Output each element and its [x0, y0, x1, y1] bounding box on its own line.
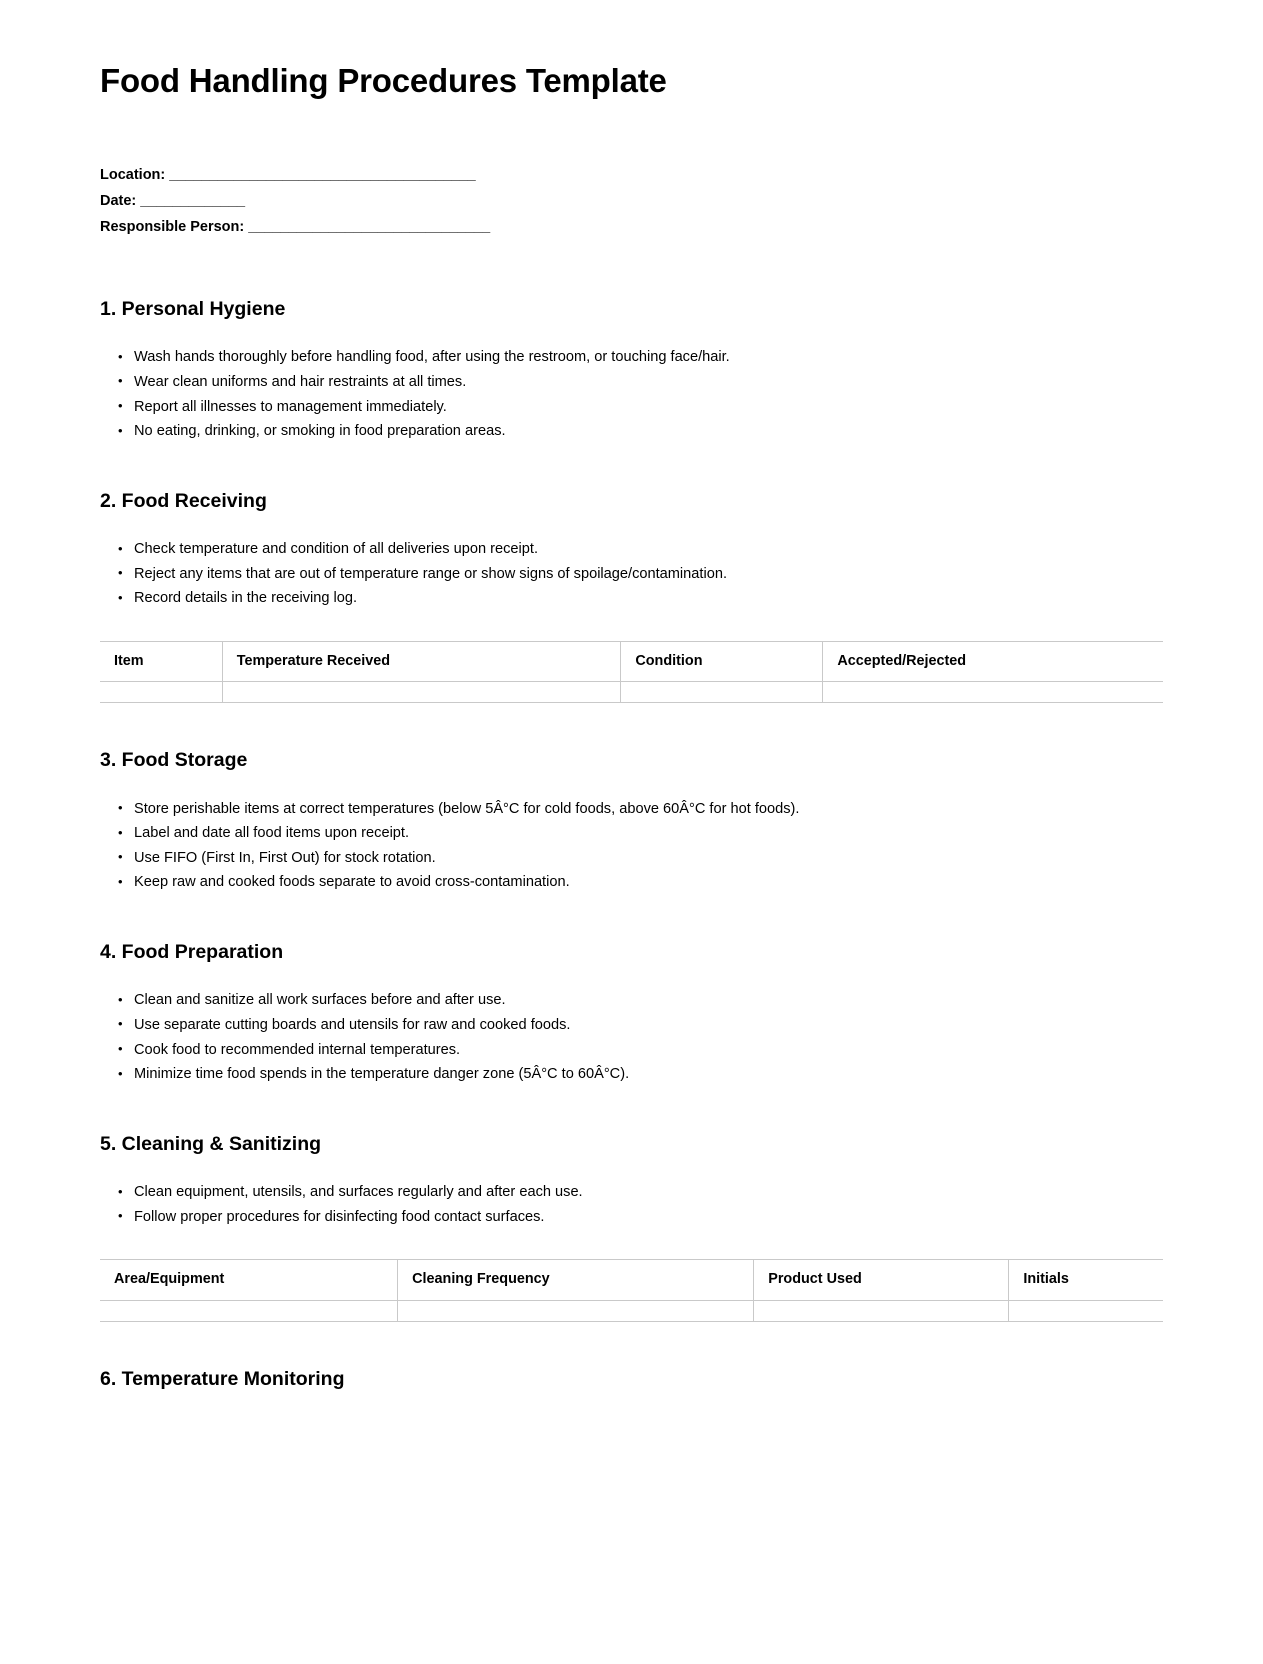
- responsible-person-field: Responsible Person: ______________________________: [100, 218, 491, 235]
- column-header-condition: Condition: [621, 641, 823, 681]
- column-header-initials: Initials: [1009, 1260, 1163, 1300]
- list-item: • Wear clean uniforms and hair restraints at all times.: [134, 370, 1163, 395]
- date-field: Date: _____________: [100, 192, 246, 209]
- section-heading: 5. Cleaning & Sanitizing: [100, 1132, 322, 1155]
- section-heading: 2. Food Receiving: [100, 489, 267, 512]
- section-food-storage: [100, 749, 1163, 895]
- section-bullet-list: [100, 537, 1163, 611]
- list-item: • Store perishable items at correct temperatures (below 5Â°C for cold foods, above 60Â°C for hot foods).: [134, 797, 1163, 822]
- column-header-temperature-received: Temperature Received: [222, 641, 621, 681]
- list-item: • Cook food to recommended internal temperatures.: [134, 1038, 1163, 1063]
- section-temperature-monitoring: [100, 1368, 1163, 1391]
- list-item: • Use separate cutting boards and utensils for raw and cooked foods.: [134, 1013, 1163, 1038]
- section-food-receiving: [100, 490, 1163, 703]
- column-header-product-used: Product Used: [754, 1260, 1009, 1300]
- section-bullet-list: [100, 1180, 1163, 1229]
- list-item: • Follow proper procedures for disinfecting food contact surfaces.: [134, 1205, 1163, 1230]
- document-meta-fields: [100, 162, 1163, 240]
- table-row: [100, 1300, 1163, 1321]
- column-header-accepted-rejected: Accepted/Rejected: [823, 641, 1163, 681]
- list-item: • Report all illnesses to management immediately.: [134, 395, 1163, 420]
- list-item: • No eating, drinking, or smoking in food preparation areas.: [134, 419, 1163, 444]
- section-bullet-list: [100, 797, 1163, 895]
- table-cell-initials[interactable]: [1009, 1300, 1163, 1321]
- list-item: • Check temperature and condition of all deliveries upon receipt.: [134, 537, 1163, 562]
- list-item: • Use FIFO (First In, First Out) for stock rotation.: [134, 846, 1163, 871]
- section-bullet-list: [100, 988, 1163, 1086]
- list-item: • Label and date all food items upon receipt.: [134, 821, 1163, 846]
- section-cleaning-sanitizing: [100, 1133, 1163, 1322]
- section-food-preparation: [100, 941, 1163, 1087]
- column-header-item: Item: [100, 641, 222, 681]
- table-cell-item[interactable]: [100, 682, 222, 703]
- section-heading: 6. Temperature Monitoring: [100, 1367, 345, 1390]
- list-item: • Reject any items that are out of temperature range or show signs of spoilage/contamination.: [134, 562, 1163, 587]
- list-item: • Keep raw and cooked foods separate to avoid cross-contamination.: [134, 870, 1163, 895]
- table-cell-cleaning-frequency[interactable]: [398, 1300, 754, 1321]
- list-item: • Record details in the receiving log.: [134, 586, 1163, 611]
- table-cell-area-equipment[interactable]: [100, 1300, 398, 1321]
- table-row: [100, 682, 1163, 703]
- page-title: Food Handling Procedures Template: [100, 62, 667, 99]
- table-cell-condition[interactable]: [621, 682, 823, 703]
- table-cell-accepted-rejected[interactable]: [823, 682, 1163, 703]
- receiving-log-table: [100, 641, 1163, 703]
- table-cell-temperature-received[interactable]: [222, 682, 621, 703]
- section-heading: 4. Food Preparation: [100, 940, 284, 963]
- table-header-row: [100, 641, 1163, 681]
- table-cell-product-used[interactable]: [754, 1300, 1009, 1321]
- list-item: • Wash hands thoroughly before handling food, after using the restroom, or touching face/hair.: [134, 345, 1163, 370]
- column-header-cleaning-frequency: Cleaning Frequency: [398, 1260, 754, 1300]
- cleaning-schedule-table: [100, 1259, 1163, 1321]
- list-item: • Minimize time food spends in the temperature danger zone (5Â°C to 60Â°C).: [134, 1062, 1163, 1087]
- section-bullet-list: [100, 345, 1163, 443]
- section-heading: 3. Food Storage: [100, 749, 248, 772]
- list-item: • Clean equipment, utensils, and surfaces regularly and after each use.: [134, 1180, 1163, 1205]
- table-header-row: [100, 1260, 1163, 1300]
- section-heading: 1. Personal Hygiene: [100, 297, 286, 320]
- column-header-area-equipment: Area/Equipment: [100, 1260, 398, 1300]
- list-item: • Clean and sanitize all work surfaces before and after use.: [134, 988, 1163, 1013]
- section-personal-hygiene: [100, 298, 1163, 444]
- location-field: Location: ______________________________________: [100, 166, 476, 183]
